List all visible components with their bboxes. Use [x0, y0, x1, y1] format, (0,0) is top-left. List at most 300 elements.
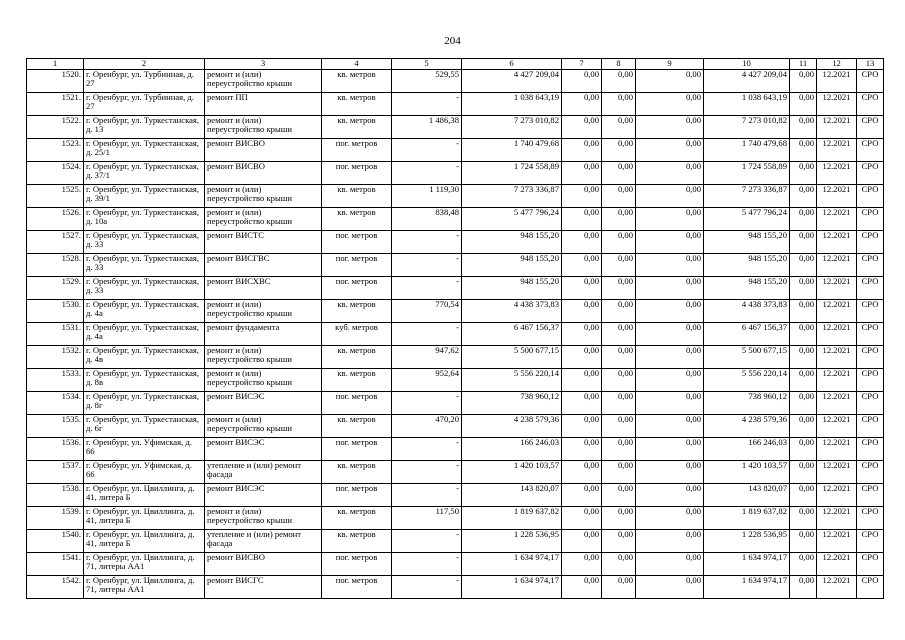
- cell-fund-cost: 0,00: [562, 391, 602, 414]
- cell-volume: 838,48: [392, 207, 462, 230]
- table-row: [27, 552, 884, 575]
- cell-address: г. Оренбург, ул. Туркестанская, д. 4а: [84, 299, 205, 322]
- cell-deadline: 12.2021: [817, 299, 857, 322]
- cell-address: г. Оренбург, ул. Турбинная, д. 27: [84, 69, 205, 92]
- cell-budget-cost: 0,00: [602, 115, 636, 138]
- cell-fund-cost: 0,00: [562, 253, 602, 276]
- cell-specific-cost: 0,00: [790, 276, 817, 299]
- cell-owners-cost: 1 740 479,68: [704, 138, 790, 161]
- cell-fund-cost: 0,00: [562, 414, 602, 437]
- cell-work-type: ремонт и (или) переустройство крыши: [205, 506, 322, 529]
- cell-total-cost: 1 634 974,17: [462, 575, 562, 598]
- cell-volume: -: [392, 529, 462, 552]
- cell-row-number: 1527.: [27, 230, 84, 253]
- cell-local-budget-cost: 0,00: [636, 575, 704, 598]
- cell-budget-cost: 0,00: [602, 345, 636, 368]
- cell-deadline: 12.2021: [817, 414, 857, 437]
- cell-unit: кв. метров: [322, 299, 392, 322]
- cell-fund-cost: 0,00: [562, 115, 602, 138]
- cell-fund-cost: 0,00: [562, 276, 602, 299]
- cell-row-number: 1520.: [27, 69, 84, 92]
- cell-owners-cost: 6 467 156,37: [704, 322, 790, 345]
- cell-owners-cost: 1 038 643,19: [704, 92, 790, 115]
- cell-local-budget-cost: 0,00: [636, 276, 704, 299]
- cell-unit: кв. метров: [322, 529, 392, 552]
- cell-unit: пог. метров: [322, 483, 392, 506]
- cell-row-number: 1523.: [27, 138, 84, 161]
- cell-budget-cost: 0,00: [602, 92, 636, 115]
- cell-budget-cost: 0,00: [602, 138, 636, 161]
- table-row: [27, 253, 884, 276]
- cell-unit: кв. метров: [322, 92, 392, 115]
- cell-budget-cost: 0,00: [602, 414, 636, 437]
- cell-volume: -: [392, 575, 462, 598]
- cell-owners-cost: 5 556 220,14: [704, 368, 790, 391]
- cell-row-number: 1532.: [27, 345, 84, 368]
- cell-unit: кв. метров: [322, 184, 392, 207]
- cell-work-type: ремонт и (или) переустройство крыши: [205, 345, 322, 368]
- cell-method: СРО: [857, 345, 884, 368]
- cell-specific-cost: 0,00: [790, 161, 817, 184]
- cell-owners-cost: 4 438 373,83: [704, 299, 790, 322]
- cell-specific-cost: 0,00: [790, 368, 817, 391]
- cell-volume: 947,62: [392, 345, 462, 368]
- cell-work-type: ремонт и (или) переустройство крыши: [205, 69, 322, 92]
- cell-address: г. Оренбург, ул. Туркестанская, д. 39/1: [84, 184, 205, 207]
- cell-local-budget-cost: 0,00: [636, 253, 704, 276]
- cell-work-type: ремонт ВИСЭС: [205, 483, 322, 506]
- table-row: [27, 230, 884, 253]
- cell-fund-cost: 0,00: [562, 345, 602, 368]
- cell-budget-cost: 0,00: [602, 506, 636, 529]
- cell-specific-cost: 0,00: [790, 230, 817, 253]
- cell-specific-cost: 0,00: [790, 92, 817, 115]
- cell-fund-cost: 0,00: [562, 575, 602, 598]
- cell-volume: -: [392, 92, 462, 115]
- cell-address: г. Оренбург, ул. Туркестанская, д. 37/1: [84, 161, 205, 184]
- header-cell: 11: [790, 59, 817, 70]
- cell-owners-cost: 1 634 974,17: [704, 552, 790, 575]
- cell-local-budget-cost: 0,00: [636, 414, 704, 437]
- cell-local-budget-cost: 0,00: [636, 230, 704, 253]
- cell-total-cost: 166 246,03: [462, 437, 562, 460]
- cell-owners-cost: 1 420 103,57: [704, 460, 790, 483]
- cell-address: г. Оренбург, ул. Цвиллинга, д. 41, литера Б: [84, 506, 205, 529]
- table-row: [27, 299, 884, 322]
- cell-address: г. Оренбург, ул. Турбинная, д. 27: [84, 92, 205, 115]
- cell-address: г. Оренбург, ул. Цвиллинга, д. 41, литера Б: [84, 529, 205, 552]
- header-cell: 4: [322, 59, 392, 70]
- cell-unit: пог. метров: [322, 161, 392, 184]
- header-cell: 3: [205, 59, 322, 70]
- cell-volume: 770,54: [392, 299, 462, 322]
- cell-fund-cost: 0,00: [562, 184, 602, 207]
- cell-deadline: 12.2021: [817, 161, 857, 184]
- cell-volume: 1 486,38: [392, 115, 462, 138]
- cell-fund-cost: 0,00: [562, 322, 602, 345]
- cell-total-cost: 7 273 010,82: [462, 115, 562, 138]
- cell-fund-cost: 0,00: [562, 460, 602, 483]
- cell-address: г. Оренбург, ул. Цвиллинга, д. 71, литеры АА1: [84, 575, 205, 598]
- table-row: [27, 345, 884, 368]
- cell-local-budget-cost: 0,00: [636, 552, 704, 575]
- cell-unit: кв. метров: [322, 368, 392, 391]
- cell-budget-cost: 0,00: [602, 276, 636, 299]
- cell-total-cost: 6 467 156,37: [462, 322, 562, 345]
- cell-deadline: 12.2021: [817, 437, 857, 460]
- table-row: [27, 92, 884, 115]
- table-row: [27, 138, 884, 161]
- cell-owners-cost: 7 273 336,87: [704, 184, 790, 207]
- cell-method: СРО: [857, 483, 884, 506]
- cell-row-number: 1525.: [27, 184, 84, 207]
- table-row: [27, 115, 884, 138]
- cell-budget-cost: 0,00: [602, 253, 636, 276]
- cell-local-budget-cost: 0,00: [636, 115, 704, 138]
- cell-row-number: 1534.: [27, 391, 84, 414]
- cell-work-type: ремонт и (или) переустройство крыши: [205, 299, 322, 322]
- cell-row-number: 1524.: [27, 161, 84, 184]
- table-row: [27, 414, 884, 437]
- cell-volume: -: [392, 460, 462, 483]
- table-row: [27, 437, 884, 460]
- cell-volume: -: [392, 230, 462, 253]
- cell-deadline: 12.2021: [817, 69, 857, 92]
- cell-total-cost: 1 819 637,82: [462, 506, 562, 529]
- cell-address: г. Оренбург, ул. Туркестанская, д. 33: [84, 230, 205, 253]
- cell-unit: кв. метров: [322, 345, 392, 368]
- cell-deadline: 12.2021: [817, 115, 857, 138]
- cell-row-number: 1538.: [27, 483, 84, 506]
- cell-budget-cost: 0,00: [602, 368, 636, 391]
- cell-row-number: 1529.: [27, 276, 84, 299]
- table-row: [27, 276, 884, 299]
- column-number-row: [27, 59, 884, 70]
- cell-budget-cost: 0,00: [602, 322, 636, 345]
- cell-work-type: ремонт ВИСХВС: [205, 276, 322, 299]
- cell-unit: пог. метров: [322, 276, 392, 299]
- table-row: [27, 460, 884, 483]
- cell-work-type: ремонт ВИСТС: [205, 230, 322, 253]
- cell-method: СРО: [857, 552, 884, 575]
- header-cell: 10: [704, 59, 790, 70]
- cell-method: СРО: [857, 161, 884, 184]
- cell-fund-cost: 0,00: [562, 230, 602, 253]
- cell-local-budget-cost: 0,00: [636, 483, 704, 506]
- cell-total-cost: 4 427 209,04: [462, 69, 562, 92]
- cell-owners-cost: 948 155,20: [704, 276, 790, 299]
- cell-total-cost: 1 740 479,68: [462, 138, 562, 161]
- cell-fund-cost: 0,00: [562, 552, 602, 575]
- cell-address: г. Оренбург, ул. Туркестанская, д. 13: [84, 115, 205, 138]
- cell-deadline: 12.2021: [817, 460, 857, 483]
- header-cell: 12: [817, 59, 857, 70]
- cell-total-cost: 4 438 373,83: [462, 299, 562, 322]
- cell-work-type: ремонт ПП: [205, 92, 322, 115]
- cell-local-budget-cost: 0,00: [636, 345, 704, 368]
- header-cell: 9: [636, 59, 704, 70]
- cell-address: г. Оренбург, ул. Уфимская, д. 66: [84, 437, 205, 460]
- cell-total-cost: 1 634 974,17: [462, 552, 562, 575]
- cell-volume: 470,20: [392, 414, 462, 437]
- cell-owners-cost: 4 238 579,36: [704, 414, 790, 437]
- cell-specific-cost: 0,00: [790, 437, 817, 460]
- cell-unit: кв. метров: [322, 115, 392, 138]
- cell-budget-cost: 0,00: [602, 575, 636, 598]
- cell-deadline: 12.2021: [817, 322, 857, 345]
- cell-owners-cost: 1 228 536,95: [704, 529, 790, 552]
- cell-deadline: 12.2021: [817, 92, 857, 115]
- cell-unit: пог. метров: [322, 575, 392, 598]
- cell-owners-cost: 1 634 974,17: [704, 575, 790, 598]
- cell-work-type: ремонт и (или) переустройство крыши: [205, 115, 322, 138]
- cell-owners-cost: 7 273 010,82: [704, 115, 790, 138]
- cell-fund-cost: 0,00: [562, 483, 602, 506]
- cell-unit: кв. метров: [322, 207, 392, 230]
- cell-specific-cost: 0,00: [790, 529, 817, 552]
- cell-total-cost: 7 273 336,87: [462, 184, 562, 207]
- cell-owners-cost: 1 819 637,82: [704, 506, 790, 529]
- cell-work-type: утепление и (или) ремонт фасада: [205, 529, 322, 552]
- header-cell: 5: [392, 59, 462, 70]
- cell-local-budget-cost: 0,00: [636, 138, 704, 161]
- cell-owners-cost: 738 960,12: [704, 391, 790, 414]
- cell-row-number: 1533.: [27, 368, 84, 391]
- cell-address: г. Оренбург, ул. Цвиллинга, д. 41, литера Б: [84, 483, 205, 506]
- cell-deadline: 12.2021: [817, 506, 857, 529]
- cell-deadline: 12.2021: [817, 184, 857, 207]
- cell-specific-cost: 0,00: [790, 207, 817, 230]
- cell-unit: пог. метров: [322, 230, 392, 253]
- cell-specific-cost: 0,00: [790, 299, 817, 322]
- cell-total-cost: 4 238 579,36: [462, 414, 562, 437]
- cell-address: г. Оренбург, ул. Туркестанская, д. 8г: [84, 391, 205, 414]
- cell-method: СРО: [857, 115, 884, 138]
- cell-row-number: 1542.: [27, 575, 84, 598]
- cell-total-cost: 5 477 796,24: [462, 207, 562, 230]
- cell-budget-cost: 0,00: [602, 529, 636, 552]
- cell-row-number: 1521.: [27, 92, 84, 115]
- cell-budget-cost: 0,00: [602, 184, 636, 207]
- cell-row-number: 1531.: [27, 322, 84, 345]
- cell-method: СРО: [857, 253, 884, 276]
- cell-row-number: 1539.: [27, 506, 84, 529]
- cell-method: СРО: [857, 437, 884, 460]
- table-body: [27, 69, 884, 598]
- cell-work-type: ремонт фундамента: [205, 322, 322, 345]
- cell-total-cost: 1 724 558,89: [462, 161, 562, 184]
- cell-specific-cost: 0,00: [790, 552, 817, 575]
- cell-unit: кв. метров: [322, 460, 392, 483]
- cell-fund-cost: 0,00: [562, 529, 602, 552]
- cell-method: СРО: [857, 69, 884, 92]
- cell-work-type: ремонт и (или) переустройство крыши: [205, 207, 322, 230]
- cell-unit: кв. метров: [322, 69, 392, 92]
- cell-volume: -: [392, 437, 462, 460]
- cell-local-budget-cost: 0,00: [636, 529, 704, 552]
- cell-method: СРО: [857, 138, 884, 161]
- cell-volume: 117,50: [392, 506, 462, 529]
- cell-local-budget-cost: 0,00: [636, 460, 704, 483]
- cell-method: СРО: [857, 184, 884, 207]
- cell-unit: пог. метров: [322, 138, 392, 161]
- cell-local-budget-cost: 0,00: [636, 184, 704, 207]
- cell-deadline: 12.2021: [817, 391, 857, 414]
- cell-local-budget-cost: 0,00: [636, 322, 704, 345]
- cell-fund-cost: 0,00: [562, 138, 602, 161]
- cell-fund-cost: 0,00: [562, 92, 602, 115]
- cell-fund-cost: 0,00: [562, 299, 602, 322]
- cell-work-type: утепление и (или) ремонт фасада: [205, 460, 322, 483]
- register-table: [26, 58, 884, 599]
- cell-method: СРО: [857, 368, 884, 391]
- cell-unit: пог. метров: [322, 552, 392, 575]
- cell-unit: пог. метров: [322, 437, 392, 460]
- cell-row-number: 1528.: [27, 253, 84, 276]
- cell-method: СРО: [857, 92, 884, 115]
- cell-total-cost: 5 556 220,14: [462, 368, 562, 391]
- cell-row-number: 1536.: [27, 437, 84, 460]
- cell-fund-cost: 0,00: [562, 368, 602, 391]
- cell-address: г. Оренбург, ул. Туркестанская, д. 6г: [84, 414, 205, 437]
- cell-total-cost: 1 228 536,95: [462, 529, 562, 552]
- header-cell: 8: [602, 59, 636, 70]
- cell-method: СРО: [857, 506, 884, 529]
- cell-unit: пог. метров: [322, 253, 392, 276]
- cell-row-number: 1530.: [27, 299, 84, 322]
- cell-method: СРО: [857, 460, 884, 483]
- cell-method: СРО: [857, 414, 884, 437]
- cell-fund-cost: 0,00: [562, 69, 602, 92]
- cell-budget-cost: 0,00: [602, 299, 636, 322]
- cell-address: г. Оренбург, ул. Цвиллинга, д. 71, литеры АА1: [84, 552, 205, 575]
- cell-row-number: 1526.: [27, 207, 84, 230]
- header-cell: 6: [462, 59, 562, 70]
- cell-local-budget-cost: 0,00: [636, 92, 704, 115]
- table-row: [27, 575, 884, 598]
- cell-fund-cost: 0,00: [562, 437, 602, 460]
- cell-deadline: 12.2021: [817, 230, 857, 253]
- cell-owners-cost: 1 724 558,89: [704, 161, 790, 184]
- cell-deadline: 12.2021: [817, 276, 857, 299]
- table-row: [27, 483, 884, 506]
- cell-specific-cost: 0,00: [790, 506, 817, 529]
- cell-total-cost: 1 038 643,19: [462, 92, 562, 115]
- cell-fund-cost: 0,00: [562, 161, 602, 184]
- cell-owners-cost: 166 246,03: [704, 437, 790, 460]
- cell-row-number: 1541.: [27, 552, 84, 575]
- table-row: [27, 161, 884, 184]
- table-row: [27, 184, 884, 207]
- cell-local-budget-cost: 0,00: [636, 299, 704, 322]
- cell-volume: 1 119,30: [392, 184, 462, 207]
- cell-method: СРО: [857, 276, 884, 299]
- cell-deadline: 12.2021: [817, 253, 857, 276]
- cell-volume: -: [392, 322, 462, 345]
- header-cell: 13: [857, 59, 884, 70]
- cell-budget-cost: 0,00: [602, 69, 636, 92]
- cell-deadline: 12.2021: [817, 207, 857, 230]
- cell-specific-cost: 0,00: [790, 414, 817, 437]
- cell-row-number: 1522.: [27, 115, 84, 138]
- cell-volume: -: [392, 253, 462, 276]
- cell-work-type: ремонт ВИСЭС: [205, 437, 322, 460]
- cell-work-type: ремонт ВИСГВС: [205, 253, 322, 276]
- cell-work-type: ремонт ВИСВО: [205, 138, 322, 161]
- cell-method: СРО: [857, 391, 884, 414]
- cell-owners-cost: 5 477 796,24: [704, 207, 790, 230]
- cell-row-number: 1537.: [27, 460, 84, 483]
- cell-deadline: 12.2021: [817, 138, 857, 161]
- cell-specific-cost: 0,00: [790, 345, 817, 368]
- cell-specific-cost: 0,00: [790, 115, 817, 138]
- cell-owners-cost: 948 155,20: [704, 230, 790, 253]
- cell-specific-cost: 0,00: [790, 322, 817, 345]
- table-row: [27, 391, 884, 414]
- cell-deadline: 12.2021: [817, 552, 857, 575]
- cell-work-type: ремонт и (или) переустройство крыши: [205, 414, 322, 437]
- cell-total-cost: 1 420 103,57: [462, 460, 562, 483]
- cell-fund-cost: 0,00: [562, 506, 602, 529]
- cell-work-type: ремонт и (или) переустройство крыши: [205, 368, 322, 391]
- cell-budget-cost: 0,00: [602, 161, 636, 184]
- cell-unit: куб. метров: [322, 322, 392, 345]
- cell-budget-cost: 0,00: [602, 391, 636, 414]
- cell-work-type: ремонт ВИСГС: [205, 575, 322, 598]
- cell-deadline: 12.2021: [817, 368, 857, 391]
- cell-method: СРО: [857, 575, 884, 598]
- table-row: [27, 207, 884, 230]
- cell-deadline: 12.2021: [817, 575, 857, 598]
- cell-address: г. Оренбург, ул. Уфимская, д. 66: [84, 460, 205, 483]
- cell-unit: кв. метров: [322, 414, 392, 437]
- cell-address: г. Оренбург, ул. Туркестанская, д. 10а: [84, 207, 205, 230]
- cell-address: г. Оренбург, ул. Туркестанская, д. 4в: [84, 345, 205, 368]
- cell-specific-cost: 0,00: [790, 184, 817, 207]
- cell-local-budget-cost: 0,00: [636, 207, 704, 230]
- cell-budget-cost: 0,00: [602, 207, 636, 230]
- cell-address: г. Оренбург, ул. Туркестанская, д. 4а: [84, 322, 205, 345]
- cell-row-number: 1540.: [27, 529, 84, 552]
- cell-specific-cost: 0,00: [790, 483, 817, 506]
- cell-method: СРО: [857, 207, 884, 230]
- cell-owners-cost: 948 155,20: [704, 253, 790, 276]
- cell-work-type: ремонт ВИСВО: [205, 552, 322, 575]
- header-cell: 7: [562, 59, 602, 70]
- cell-address: г. Оренбург, ул. Туркестанская, д. 33: [84, 253, 205, 276]
- cell-volume: -: [392, 552, 462, 575]
- cell-local-budget-cost: 0,00: [636, 161, 704, 184]
- table-row: [27, 506, 884, 529]
- cell-method: СРО: [857, 322, 884, 345]
- cell-unit: пог. метров: [322, 391, 392, 414]
- cell-owners-cost: 4 427 209,04: [704, 69, 790, 92]
- table-row: [27, 69, 884, 92]
- cell-volume: 952,64: [392, 368, 462, 391]
- cell-total-cost: 948 155,20: [462, 253, 562, 276]
- cell-owners-cost: 143 820,07: [704, 483, 790, 506]
- cell-work-type: ремонт и (или) переустройство крыши: [205, 184, 322, 207]
- cell-deadline: 12.2021: [817, 345, 857, 368]
- cell-method: СРО: [857, 299, 884, 322]
- header-cell: 2: [84, 59, 205, 70]
- cell-row-number: 1535.: [27, 414, 84, 437]
- cell-volume: -: [392, 276, 462, 299]
- cell-budget-cost: 0,00: [602, 460, 636, 483]
- cell-method: СРО: [857, 230, 884, 253]
- cell-deadline: 12.2021: [817, 483, 857, 506]
- cell-owners-cost: 5 500 677,15: [704, 345, 790, 368]
